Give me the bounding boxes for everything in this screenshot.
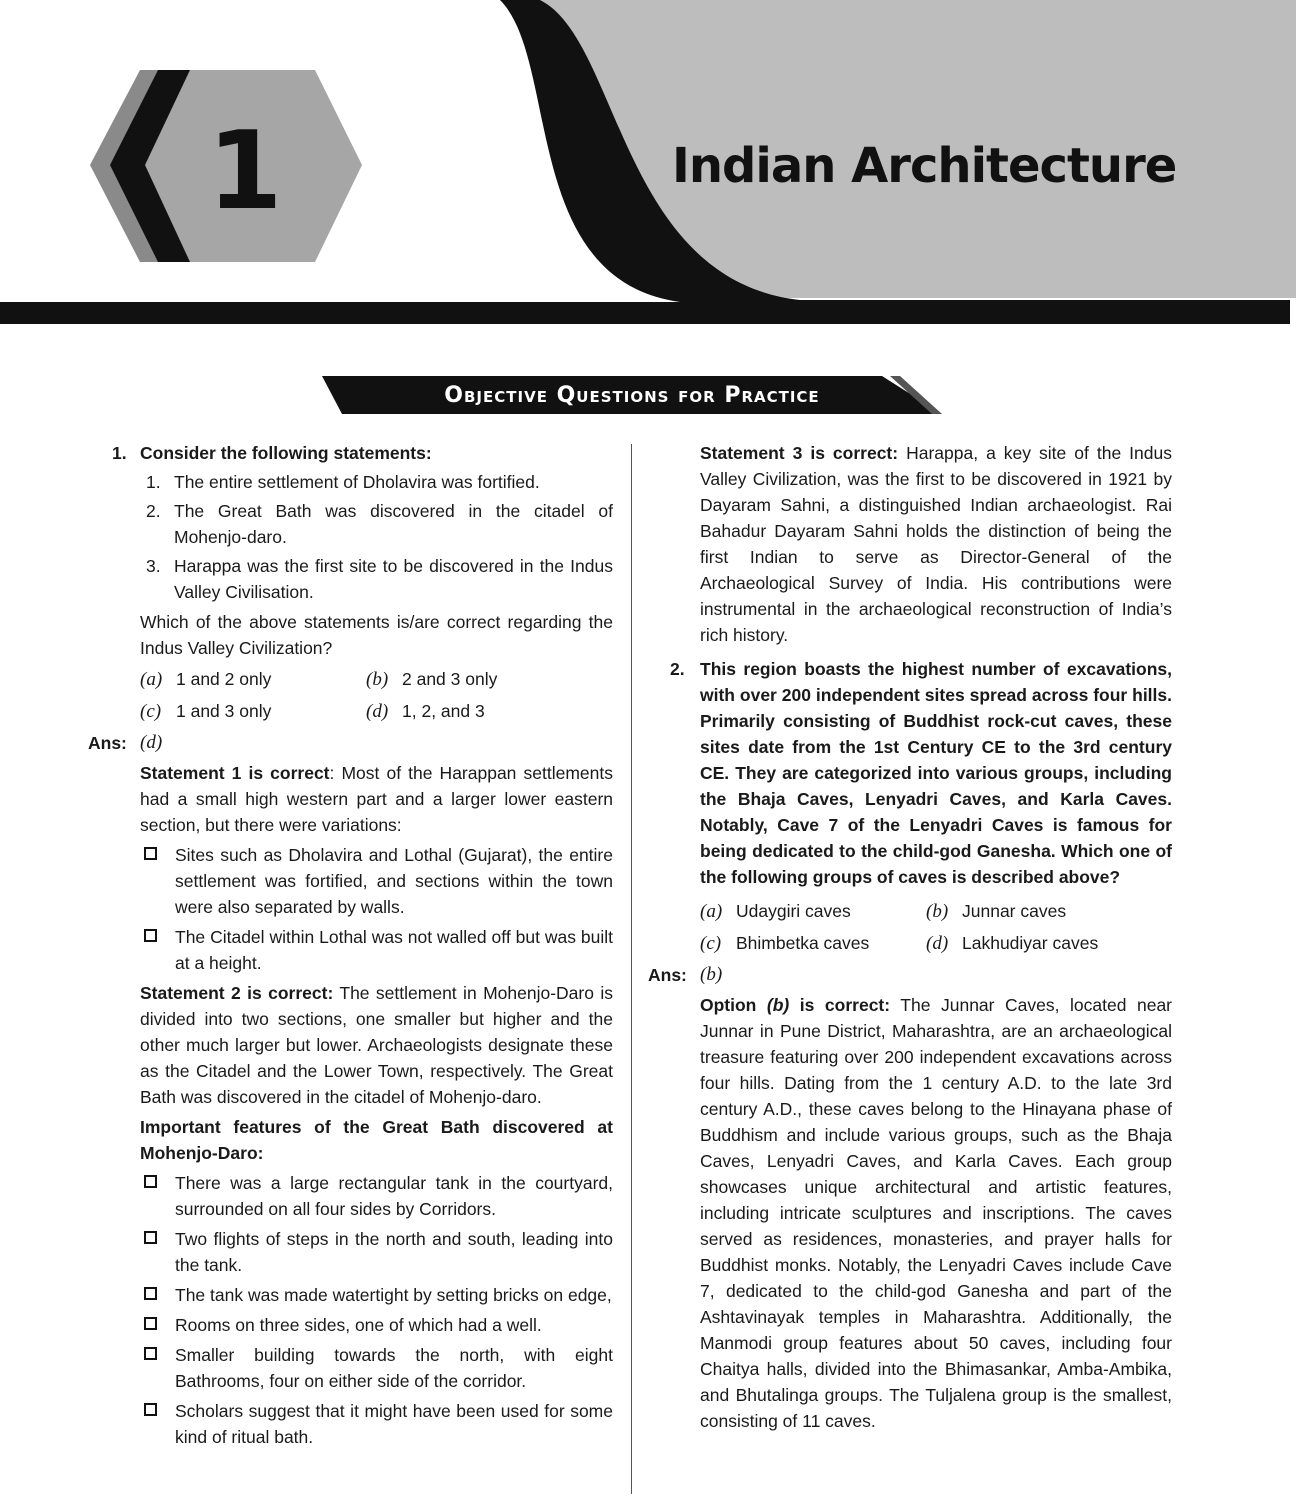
checkbox-bullet-icon [144, 1347, 157, 1360]
checkbox-bullet-icon [144, 1231, 157, 1244]
options-row [140, 666, 613, 693]
bullet-item: The tank was made watertight by setting bricks on edge, [144, 1282, 613, 1308]
answer-line: Ans: (b) [648, 964, 723, 985]
statement-item: 3. Harappa was the first site to be discovered in the Indus Valley Civilisation. [146, 556, 613, 602]
section-title: Objective Questions for Practice [444, 383, 820, 408]
bullet-item: Rooms on three sides, one of which had a well. [144, 1312, 613, 1338]
section-banner [322, 376, 942, 416]
statement-3-explanation: Statement 3 is correct: Harappa, a key site of the Indus Valley Civilization, was the first to be discovered in 1921 by Dayaram Sahni, a distinguished Indian archaeologist. Rai Bahadur Dayaram Sahni holds the distinction of being the first Indian to serve as Director-General of the Archaeological Survey of India. His contributions were instrumental in the archaeological reconstruction of India’s rich history. [700, 443, 1172, 645]
features-heading: Important features of the Great Bath discovered at Mohenjo-Daro: [140, 1117, 613, 1163]
chapter-header [0, 0, 1296, 330]
checkbox-bullet-icon [144, 847, 157, 860]
question-2: 2. This region boasts the highest number of excavations, with over 200 independent sites spread across four hills. Primarily consisting of Buddhist rock-cut caves, these sites date from the 1st Century CE to the 3rd century CE. They are categorized into various groups, including the Bhaja Caves, Lenyadri Caves, and Karla Caves. Notably, Cave 7 of the Lenyadri Caves is famous for being dedicated to the child-god Ganesha. Which one of the following groups of caves is described above? [670, 659, 1172, 887]
option-c: (c) 1 and 3 only [140, 701, 272, 722]
statement-2-explanation: Statement 2 is correct: The settlement in Mohenjo-Daro is divided into two sections, one smaller but higher and the other much larger but lower. Archaeologists designate these as the Citadel and the Lower Town, respectively. The Great Bath was discovered in the citadel of Mohenjo-daro. [140, 983, 614, 1107]
bullet-item: Scholars suggest that it might have been used for some kind of ritual bath. [144, 1398, 613, 1450]
statement-1-explanation: Statement 1 is correct: Most of the Harappan settlements had a small high western part and a larger lower eastern section, but there were variations: [140, 763, 613, 835]
checkbox-bullet-icon [144, 1287, 157, 1300]
options-row [700, 898, 1172, 925]
right-column [648, 440, 1172, 1438]
answer-line: Ans: (d) [88, 732, 163, 753]
bullet-item: Smaller building towards the north, with eight Bathrooms, four on either side of the corridor. [144, 1342, 613, 1394]
option-b: (b) 2 and 3 only [366, 669, 498, 690]
option-c: (c) Bhimbetka caves [700, 933, 870, 954]
statement-item: 1. The entire settlement of Dholavira was fortified. [146, 472, 540, 492]
question-1-prompt: 1. Consider the following statements: [112, 443, 432, 463]
options-row [140, 698, 613, 725]
option-a: (a) Udaygiri caves [700, 901, 851, 922]
bullet-item: Sites such as Dholavira and Lothal (Gujarat), the entire settlement was fortified, and sections within the town were also separated by walls. [144, 842, 613, 920]
option-d: (d) Lakhudiyar caves [926, 933, 1099, 954]
question-1-text: Which of the above statements is/are correct regarding the Indus Valley Civilization? [140, 612, 613, 658]
checkbox-bullet-icon [144, 1317, 157, 1330]
checkbox-bullet-icon [144, 929, 157, 942]
column-divider [631, 444, 632, 1494]
bullet-item: The Citadel within Lothal was not walled off but was built at a height. [144, 924, 613, 976]
checkbox-bullet-icon [144, 1403, 157, 1416]
chapter-number: 1 [207, 109, 283, 234]
checkbox-bullet-icon [144, 1175, 157, 1188]
bullet-item: Two flights of steps in the north and south, leading into the tank. [144, 1226, 613, 1278]
left-column [88, 440, 613, 1454]
statement-item: 2. The Great Bath was discovered in the citadel of Mohenjo-daro. [146, 501, 613, 547]
bullet-item: There was a large rectangular tank in the courtyard, surrounded on all four sides by Corridors. [144, 1170, 613, 1222]
options-row [700, 930, 1172, 957]
chapter-title: Indian Architecture [672, 138, 1177, 194]
question-2-explanation: Option (b) is correct: The Junnar Caves, located near Junnar in Pune District, Maharashtra, are an archaeological treasure featuring over 200 independent excavations across four hills. Dating from the 1 century A.D. to the late 3rd century A.D., these caves belong to the Hinayana phase of Buddhism and include various groups, such as the Bhaja Caves, Lenyadri Caves, and Karla Caves. Each group showcases unique architectural and artistic features, including intricate sculptures and inscriptions. The caves served as residences, monasteries, and prayer halls for Buddhist monks. Notably, the Lenyadri Caves include Cave 7, dedicated to the child-god Ganesha and part of the Ashtavinayak temples in Maharashtra. Additionally, the Manmodi group features about 50 caves, including four Chaitya halls, divided into the Bhimasankar, Amba-Ambika, and Bhutalinga groups. The Tuljalena group is the smallest, consisting of 11 caves. [700, 995, 1173, 1431]
option-b: (b) Junnar caves [926, 901, 1067, 922]
option-a: (a) 1 and 2 only [140, 669, 272, 690]
option-d: (d) 1, 2, and 3 [366, 701, 485, 722]
